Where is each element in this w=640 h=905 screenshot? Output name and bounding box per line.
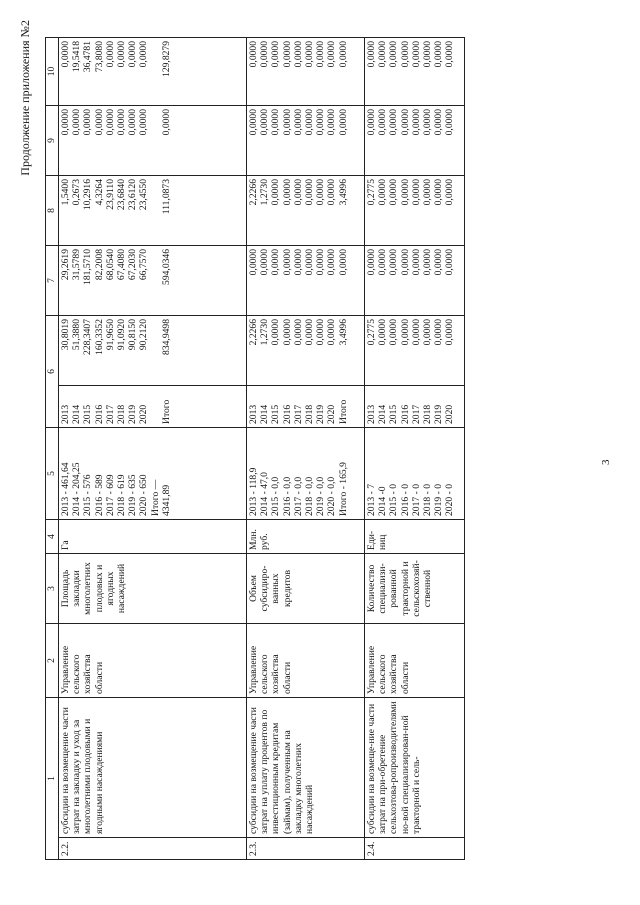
indicator: Объем субсидиро-ванных кредитов — [247, 553, 365, 623]
program-table — [45, 37, 465, 860]
executor: Управление сельского хозяйства области — [59, 623, 247, 697]
unit: Еди-ниц — [365, 519, 465, 553]
page-number: 3 — [600, 459, 612, 465]
table-row — [59, 37, 247, 859]
measure-name: субсидии на возмещение части затрат на закладку и уход за многолетними плодовыми и ягодными насаждениями — [59, 697, 247, 837]
column-number-row — [46, 37, 59, 859]
column-header: 6 — [46, 315, 59, 427]
other-funding: 0,0000 0,0000 0,0000 0,0000 0,0000 0,0000 0,0000 0,0000 — [365, 37, 465, 105]
column-header: 5 — [46, 427, 59, 519]
years: 2013 2014 2015 2016 2017 2018 2019 2020 Итого — [247, 385, 365, 427]
row-number: 2.3. — [247, 838, 365, 860]
row-number: 2.4. — [365, 838, 465, 860]
plan-values: 2013 - 461,64 2014 - 204,25 2015 - 576 2016 - 589 2017 - 609 2018 - 619 2019 - 635 2020 - 650 Итого — 4341,89 — [59, 427, 247, 519]
table-row — [247, 37, 365, 859]
table-row — [365, 37, 465, 859]
unit: Млн. руб. — [247, 519, 365, 553]
total-funding: 30,8019 51,3880 228,3407 160,3352 91,9650 91,0920 90,8150 90,2120 834,9498 — [59, 315, 247, 385]
column-header: 3 — [46, 553, 59, 623]
unit: Га — [59, 519, 247, 553]
column-header: 2 — [46, 623, 59, 697]
total-funding: 2,2266 1,2730 0,0000 0,0000 0,0000 0,0000 0,0000 0,0000 3,4996 — [247, 315, 365, 385]
indicator: Площадь закладки многолетних плодовых и ягодных насаждений — [59, 553, 247, 623]
years: 2013 2014 2015 2016 2017 2018 2019 2020 Итого — [59, 385, 247, 427]
column-header: 7 — [46, 245, 59, 315]
page-subtitle: Продолжение приложения №2 — [18, 20, 32, 176]
indicator: Количество специализи-рованной тракторной и сельскохозяй-ственной — [365, 553, 465, 623]
regional-funding: 0,2775 0,0000 0,0000 0,0000 0,0000 0,0000 0,0000 0,0000 — [365, 175, 465, 245]
regional-funding: 1,5400 0,2673 10,2916 4,3264 23,9110 23,6840 23,6120 23,4550 111,0873 — [59, 175, 247, 245]
column-header: 10 — [46, 37, 59, 105]
plan-values: 2013 - 118,9 2014 - 47,0 2015 - 0,0 2016 - 0,0 2017 - 0,0 2018 - 0,0 2019 - 0,0 2020 - 0,0 Итого - 165,9 — [247, 427, 365, 519]
column-header: 1 — [46, 697, 59, 859]
other-funding: 0,0000 0,0000 0,0000 0,0000 0,0000 0,0000 0,0000 0,0000 0,0000 — [247, 37, 365, 105]
row-number: 2.2. — [59, 838, 247, 860]
measure-name: субсидии на возмещение части затрат на уплату процентов по инвестиционным кредитам (займам), полученным на закладку многолетних насаждений — [247, 697, 365, 837]
column-header: 8 — [46, 175, 59, 245]
column-header: 9 — [46, 105, 59, 175]
total-funding: 0,2775 0,0000 0,0000 0,0000 0,0000 0,0000 0,0000 0,0000 — [365, 315, 465, 385]
local-funding: 0,0000 0,0000 0,0000 0,0000 0,0000 0,0000 0,0000 0,0000 — [365, 105, 465, 175]
federal-funding: 29,2619 31,5789 181,5710 82,2008 68,0540 67,4080 67,2030 66,7570 594,0346 — [59, 245, 247, 315]
plan-values: 2013 - 7 2014 -0 2015 - 0 2016 - 0 2017 - 0 2018 - 0 2019 - 0 2020 - 0 — [365, 427, 465, 519]
other-funding: 0,0000 19,5418 36,4781 73,8080 0,0000 0,0000 0,0000 0,0000 129,8279 — [59, 37, 247, 105]
regional-funding: 2,2266 1,2730 0,0000 0,0000 0,0000 0,0000 0,0000 0,0000 3,4996 — [247, 175, 365, 245]
years: 2013 2014 2015 2016 2017 2018 2019 2020 — [365, 385, 465, 427]
federal-funding: 0,0000 0,0000 0,0000 0,0000 0,0000 0,0000 0,0000 0,0000 — [365, 245, 465, 315]
federal-funding: 0,0000 0,0000 0,0000 0,0000 0,0000 0,0000 0,0000 0,0000 0,0000 — [247, 245, 365, 315]
executor: Управление сельского хозяйства области — [247, 623, 365, 697]
local-funding: 0,0000 0,0000 0,0000 0,0000 0,0000 0,0000 0,0000 0,0000 0,0000 — [247, 105, 365, 175]
measure-name: субсидии на возмеще-ние части затрат на при-обретение сельхозтова-ропроизводителями но-вой специализирован-ной тракторной и сель- — [365, 697, 465, 837]
local-funding: 0,0000 0,0000 0,0000 0,0000 0,0000 0,0000 0,0000 0,0000 0,0000 — [59, 105, 247, 175]
column-header: 4 — [46, 519, 59, 553]
executor: Управление сельского хозяйства области — [365, 623, 465, 697]
